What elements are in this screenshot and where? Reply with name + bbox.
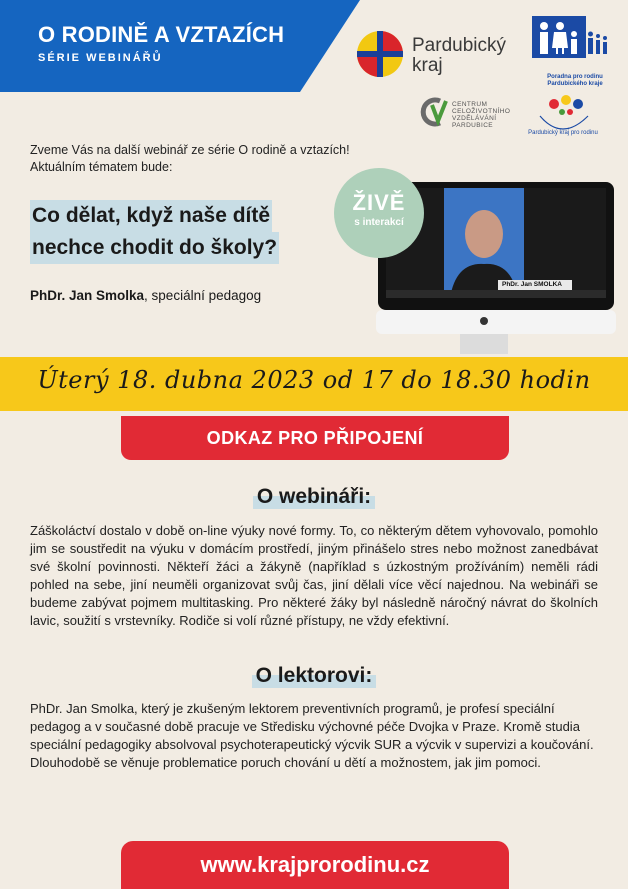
live-badge-sub: s interakcí — [354, 217, 404, 228]
pardubicky-kraj-emblem-icon — [356, 30, 404, 78]
topic-line-1: Co dělat, když naše dítě — [30, 200, 272, 232]
monitor-button-icon — [480, 317, 488, 325]
live-badge-main: ŽIVĚ — [352, 190, 406, 215]
ccv-emblem-icon — [418, 95, 452, 129]
topic-headline — [30, 200, 279, 264]
speaker — [30, 288, 261, 303]
family-icon — [528, 16, 622, 72]
intro-line-1: Zveme Vás na další webinář ze série O rodině a vztazích! — [30, 143, 350, 157]
intro-line-2: Aktuálním tématem bude: — [30, 160, 173, 174]
about-lecturer-text: PhDr. Jan Smolka, který je zkušeným lektorem preventivních programů, je profesí speciální pedagog a v současné době pracuje ve Středisku výchovné péče Dvojka v Praze. Kromě studia speciální pedagogiky absolvoval psychoterapeutický výcvik SUR a výcvik v supervizi a koučování. Dlouhodobě se věnuje problematice poruch chování u dětí a možnostem, jak jim pomoci. — [30, 701, 594, 770]
join-link-button[interactable]: ODKAZ PRO PŘIPOJENÍ — [121, 416, 509, 460]
about-lecturer-heading-text: O lektorovi: — [252, 664, 377, 688]
ccv-name: CENTRUM CELOŽIVOTNÍHO VZDĚLÁVÁNÍ PARDUBICE — [452, 101, 511, 129]
about-webinar-heading-text: O webináři: — [253, 485, 375, 509]
intro-text — [30, 142, 350, 176]
about-webinar-heading — [0, 485, 628, 509]
pardubicky-kraj-logo — [356, 30, 516, 78]
series-title: O RODINĚ A VZTAZÍCH — [38, 22, 285, 47]
poradna-logo — [528, 16, 622, 96]
kraj-pro-rodinu-emblem-icon — [528, 94, 598, 144]
series-banner — [0, 0, 360, 92]
series-subtitle: SÉRIE WEBINÁŘŮ — [38, 52, 163, 64]
kraj-pro-rodinu-name: Pardubický kraj pro rodinu — [528, 130, 598, 136]
pardubicky-kraj-name: Pardubický kraj — [412, 35, 506, 76]
topic-line-2: nechce chodit do školy? — [30, 232, 279, 264]
poradna-name: Poradna pro rodinu Pardubického kraje — [547, 74, 603, 87]
speaker-role: , speciální pedagog — [144, 288, 262, 303]
event-date: Úterý 18. dubna 2023 od 17 do 18.30 hodin — [37, 366, 591, 394]
about-webinar-text: Záškoláctví dostalo v době on-line výuky nové formy. To, co některým dětem vyhovovalo, pomohlo jim se soustředit na výuku v domácím prostředí, jiným přinášelo stres nebo možnost zanedbávat své školní povinnosti. Někteří žáci a žákyně (například s úzkostným prožíváním) neměli rádi pohled na sebe, jiní neuměli organizovat svůj čas, jiní dělali více věcí najednou. Na webináři se budeme zabývat pojmem multitasking. Pro některé žáky byl následně náročný návrat do školních lavic, soužití s vrstevníky. Rodiče si volí různé přístupy, ne vždy efektivní. — [30, 523, 598, 628]
live-badge — [334, 168, 424, 258]
kraj-pro-rodinu-logo — [528, 94, 598, 144]
video-nameplate: PhDr. Jan SMOLKA — [498, 280, 572, 290]
website-button[interactable]: www.krajprorodinu.cz — [121, 841, 509, 889]
speaker-name: PhDr. Jan Smolka — [30, 288, 145, 303]
ccv-logo — [418, 95, 518, 135]
about-lecturer-heading — [0, 664, 628, 688]
